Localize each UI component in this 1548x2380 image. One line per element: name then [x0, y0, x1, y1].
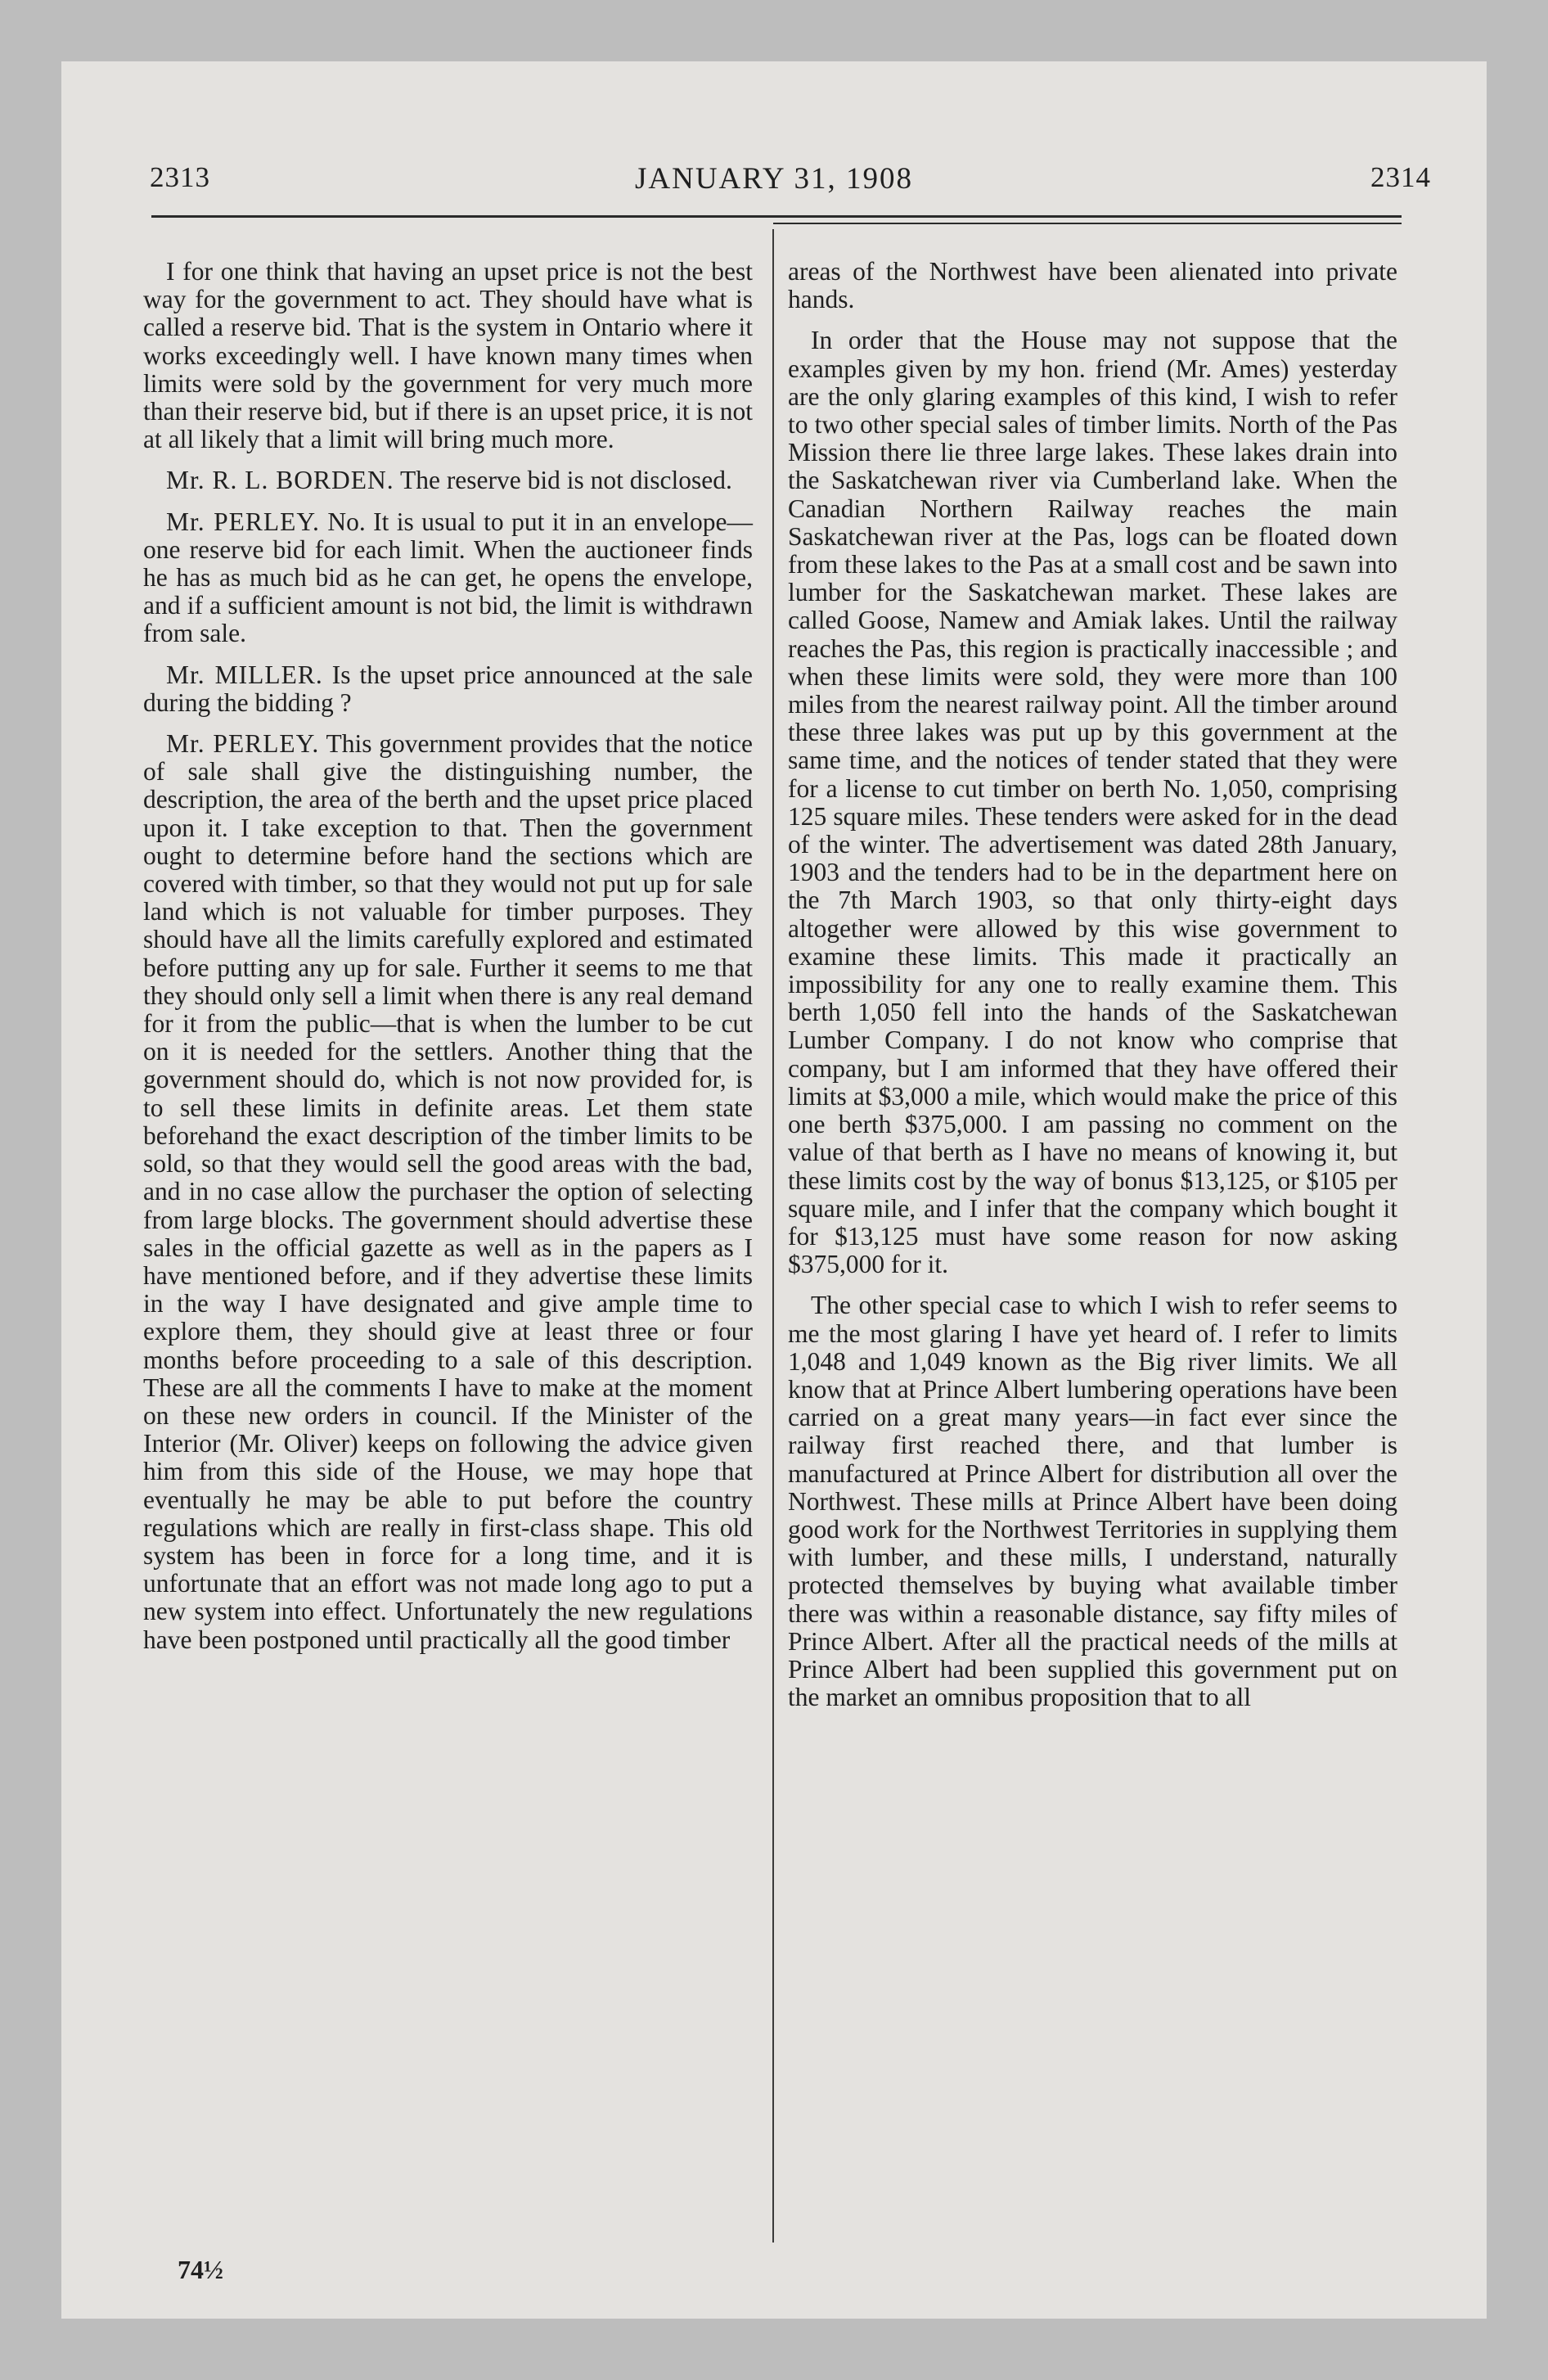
speaker-name: Mr. PERLEY.: [166, 507, 320, 536]
column-divider: [772, 229, 774, 2243]
page-date-header: JANUARY 31, 1908: [634, 162, 913, 196]
paragraph: [788, 1291, 1397, 1711]
left-column: [143, 258, 753, 1667]
speaker-name: Mr. PERLEY.: [166, 729, 320, 759]
paragraph: [143, 508, 753, 648]
header-rule: [151, 215, 1402, 218]
paragraph-text: The reserve bid is not disclosed.: [399, 466, 732, 495]
paragraph: [143, 661, 753, 717]
paragraph: [143, 467, 753, 494]
paragraph: [788, 327, 1397, 1278]
paragraph-text: No. It is usual to put it in an envelope—one reserve bid for each limit. When the auctioneer finds he has as much bid as he can get, he opens the envelope, and if a sufficient amount is not bid, the limit is withdrawn from sale.: [143, 507, 754, 648]
paragraph-text: This government provides that the notice of sale shall give the distinguishing number, the description, the area of the berth and the upset price placed upon it. I take exception to that. Then the government ought to determine before hand the sections which are covered with timber, so that they would not put up for sale land which is not valuable for timber purposes. They should have all the limits carefully explored and estimated before putting any up for sale. Further it seems to me that they should only sell a limit when there is any real demand for it from the public—that is when the lumber to be cut on it is needed for the settlers. Another thing that the government should do, which is not now provided for, is to sell these limits in definite areas. Let them state beforehand the exact description of the timber limits to be sold, so that they would sell the good areas with the bad, and in no case allow the purchaser the option of selecting from large blocks. The government should advertise these sales in the official gazette as well as in the papers as I have mentioned before, and if they advertise these limits in the way I have designated and give ample time to explore them, they should give at least three or four months before proceeding to a sale of this description. These are all the comments I have to make at the moment on these new orders in council. If the Minister of the Interior (Mr. Oliver) keeps on following the advice given him from this side of the House, we may hope that eventually he may be able to put before the country regulations which are really in first-class shape. This old system has been in force for a long time, and it is unfortunate that an effort was not made long ago to put a new system into effect. Unfortunately the new regulations have been postponed until practically all the good timber: [143, 729, 754, 1654]
printer-signature-mark: 74½: [178, 2255, 223, 2284]
paragraph: [143, 258, 753, 453]
paragraph-text: The other special case to which I wish to refer seems to me the most glaring I have yet heard of. I refer to limits 1,048 and 1,049 known as the Big river limits. We all know that at Prince Albert lumbering operations have been carried on a great many years—in fact ever since the railway first reached there, and that lumber is manufactured at Prince Albert for distribution all over the Northwest. These mills at Prince Albert have been doing good work for the Northwest Territories in supplying them with lumber, and these mills, I understand, naturally protected themselves by buying what available timber there was within a reasonable distance, say fifty miles of Prince Albert. After all the practical needs of the mills at Prince Albert had been supplied this government put on the market an omnibus proposition that to all: [788, 1291, 1397, 1712]
right-column: [788, 258, 1397, 1724]
header-rule-secondary: [773, 223, 1402, 224]
paragraph: [143, 730, 753, 1654]
speaker-name: Mr. R. L. BORDEN.: [166, 466, 394, 495]
paragraph-text: Is the upset price announced at the sale during the bidding ?: [143, 660, 754, 717]
paragraph-text: In order that the House may not suppose that the examples given by my hon. friend (Mr. Ames) yesterday are the only glaring examples of this kind, I wish to refer to two other special sales of timber limits. North of the Pas Mission there lie three large lakes. These lakes drain into the Saskatchewan river via Cumberland lake. When the Canadian Northern Railway reaches the main Saskatchewan river at the Pas, logs can be floated down from these lakes to the Pas at a small cost and be sawn into lumber for the Saskatchewan market. These lakes are called Goose, Namew and Amiak lakes. Until the railway reaches the Pas, this region is practically inaccessible ; and when these limits were sold, they were more than 100 miles from the nearest railway point. All the timber around these three lakes was put up by this government at the same time, and the notices of tender stated that they were for a license to cut timber on berth No. 1,050, comprising 125 square miles. These tenders were asked for in the dead of the winter. The advertisement was dated 28th January, 1903 and the tenders had to be in the department here on the 7th March 1903, so that only thirty-eight days altogether were allowed by this wise government to examine these limits. This made it practically an impossibility for any one to really examine them. This berth 1,050 fell into the hands of the Saskatchewan Lumber Company. I do not know who comprise that company, but I am informed that they have offered their limits at $3,000 a mile, which would make the price of this one berth $375,000. I am passing no comment on the value of that berth as I have no means of knowing it, but these limits cost by the way of bonus $13,125, or $105 per square mile, and I infer that the company which bought it for $13,125 must have some reason for now asking $375,000 for it.: [788, 326, 1397, 1279]
paragraph-continued: [788, 258, 1397, 313]
paragraph-text: areas of the Northwest have been alienated into private hands.: [788, 257, 1397, 314]
page-number-left: 2313: [150, 161, 210, 193]
document-page: [61, 61, 1487, 2319]
paragraph-text: I for one think that having an upset price is not the best way for the government to act. They should have what is called a reserve bid. That is the system in Ontario where it works exceedingly well. I have known many times when limits were sold by the government for very much more than their reserve bid, but if there is an upset price, it is not at all likely that a limit will bring much more.: [143, 257, 753, 454]
speaker-name: Mr. MILLER.: [166, 660, 323, 689]
page-number-right: 2314: [1370, 161, 1431, 193]
